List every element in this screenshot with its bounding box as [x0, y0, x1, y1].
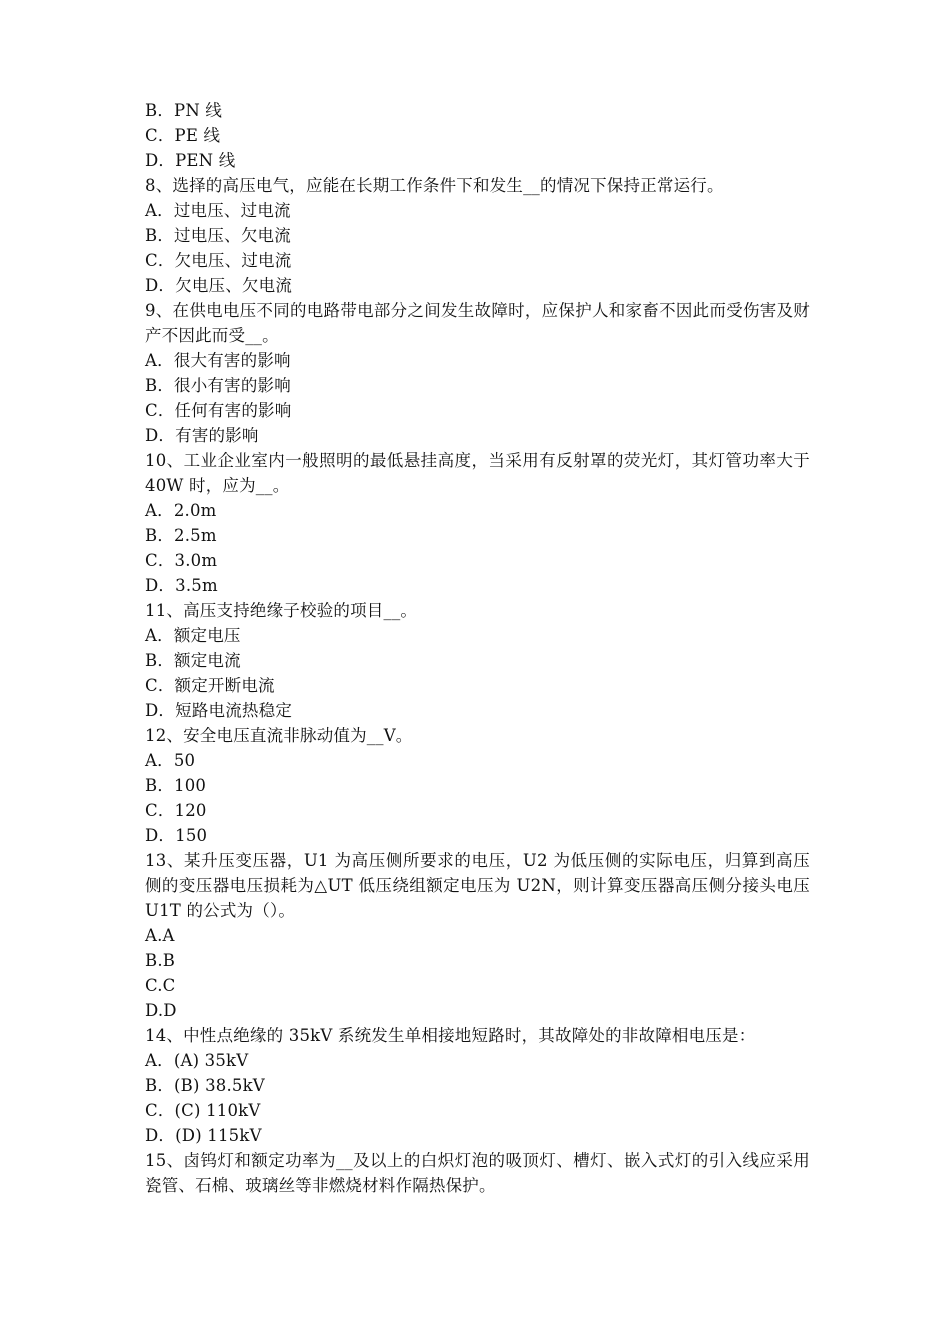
option-line: C.C — [145, 976, 176, 995]
option-line: A．过电压、过电流 — [145, 201, 291, 220]
option-line: A．(A) 35kV — [145, 1051, 249, 1070]
option-line: A．2.0m — [145, 501, 217, 520]
option-line: A．50 — [145, 751, 196, 770]
question-8: 8、选择的高压电气，应能在长期工作条件下和发生__的情况下保持正常运行。 — [145, 176, 724, 195]
option-line: C．3.0m — [145, 551, 218, 570]
option-line: A．很大有害的影响 — [145, 351, 291, 370]
option-line: B．过电压、欠电流 — [145, 226, 291, 245]
option-line: C．任何有害的影响 — [145, 401, 292, 420]
option-line: C．PE 线 — [145, 126, 221, 145]
question-9: 9、在供电电压不同的电路带电部分之间发生故障时，应保护人和家畜不因此而受伤害及财产不因此而受__。 — [145, 301, 810, 345]
option-line: D.D — [145, 1001, 177, 1020]
option-line: C．额定开断电流 — [145, 676, 275, 695]
option-line: C．120 — [145, 801, 207, 820]
question-14: 14、中性点绝缘的 35kV 系统发生单相接地短路时，其故障处的非故障相电压是： — [145, 1026, 756, 1045]
option-line: D．短路电流热稳定 — [145, 701, 293, 720]
document-page — [145, 98, 810, 1198]
question-15: 15、卤钨灯和额定功率为__及以上的白炽灯泡的吸顶灯、槽灯、嵌入式灯的引入线应采用瓷管、石棉、玻璃丝等非燃烧材料作隔热保护。 — [145, 1151, 810, 1195]
question-12: 12、安全电压直流非脉动值为__V。 — [145, 726, 413, 745]
option-line: C．欠电压、过电流 — [145, 251, 292, 270]
option-line: B．100 — [145, 776, 207, 795]
option-line: D．欠电压、欠电流 — [145, 276, 293, 295]
option-line: B．PN 线 — [145, 101, 223, 120]
option-line: C．(C) 110kV — [145, 1101, 261, 1120]
option-line: B．额定电流 — [145, 651, 241, 670]
option-line: B．很小有害的影响 — [145, 376, 291, 395]
option-line: D．150 — [145, 826, 208, 845]
option-line: D．3.5m — [145, 576, 218, 595]
option-line: A.A — [145, 926, 175, 945]
option-line: B.B — [145, 951, 176, 970]
option-line: A．额定电压 — [145, 626, 241, 645]
option-line: D．PEN 线 — [145, 151, 236, 170]
option-line: D．有害的影响 — [145, 426, 259, 445]
option-line: D．(D) 115kV — [145, 1126, 262, 1145]
option-line: B．2.5m — [145, 526, 217, 545]
question-10: 10、工业企业室内一般照明的最低悬挂高度，当采用有反射罩的荧光灯，其灯管功率大于 40W 时，应为__。 — [145, 451, 810, 495]
option-line: B．(B) 38.5kV — [145, 1076, 265, 1095]
question-11: 11、高压支持绝缘子校验的项目__。 — [145, 601, 418, 620]
question-13: 13、某升压变压器，U1 为高压侧所要求的电压，U2 为低压侧的实际电压，归算到高压侧的变压器电压损耗为△UT 低压绕组额定电压为 U2N，则计算变压器高压侧分接头电压 U1T 的公式为（）。 — [145, 851, 810, 920]
